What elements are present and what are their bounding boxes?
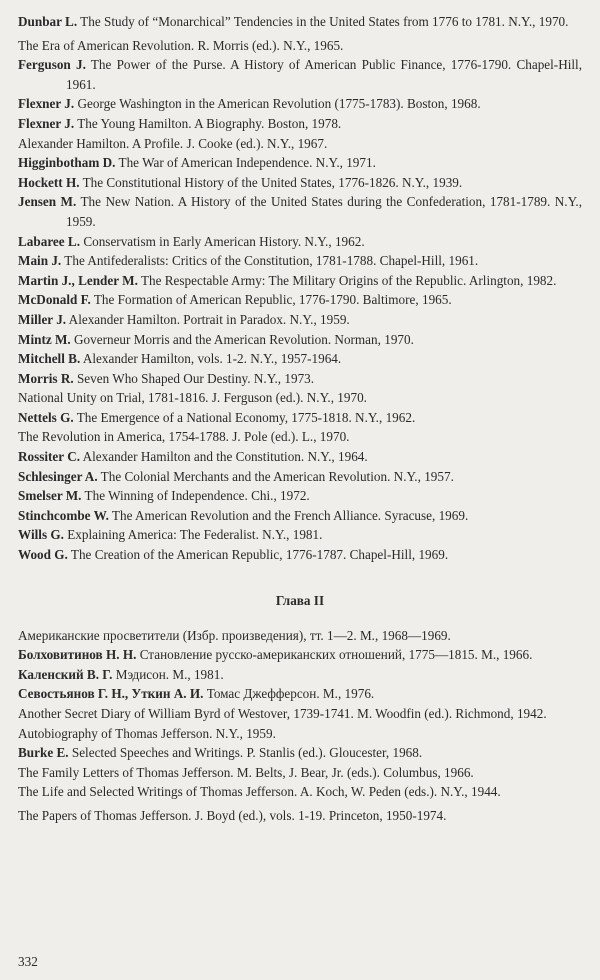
entry-author: Wills G.	[18, 527, 64, 543]
bibliography-entry	[18, 153, 582, 173]
bibliography-entry	[18, 173, 582, 193]
bibliography-entry	[18, 330, 582, 350]
bibliography-entry	[18, 290, 582, 310]
entry-text: The Respectable Army: The Military Origins of the Republic. Arlington, 1982.	[137, 272, 557, 288]
entry-author: Smelser M.	[18, 488, 82, 504]
entry-text: The Formation of American Republic, 1776-1790. Baltimore, 1965.	[90, 292, 452, 308]
entry-text: Американские просветители (Избр. произведения), тт. 1—2. М., 1968—1969.	[18, 627, 451, 643]
entry-author: Ferguson J.	[18, 57, 86, 73]
bibliography-entry	[18, 806, 582, 826]
entry-text: Alexander Hamilton, vols. 1-2. N.Y., 1957-1964.	[80, 351, 342, 367]
entry-text: The Winning of Independence. Chi., 1972.	[81, 488, 310, 504]
entry-text: Seven Who Shaped Our Destiny. N.Y., 1973.	[73, 370, 315, 386]
bibliography-entry	[18, 427, 582, 447]
entry-text: The Colonial Merchants and the American Revolution. N.Y., 1957.	[97, 468, 454, 484]
bibliography-section-chapter-2	[18, 626, 582, 826]
entry-author: Labaree L.	[18, 233, 81, 249]
entry-text: The New Nation. A History of the United States during the Confederation, 1781-1789. N.Y., 1959.	[66, 194, 582, 229]
bibliography-entry	[18, 408, 582, 428]
entry-text: National Unity on Trial, 1781-1816. J. Ferguson (ed.). N.Y., 1970.	[18, 390, 367, 406]
entry-text: The War of American Independence. N.Y., 1971.	[115, 155, 376, 171]
entry-text: The Young Hamilton. A Biography. Boston, 1978.	[74, 115, 342, 131]
entry-text: The Revolution in America, 1754-1788. J. Pole (ed.). L., 1970.	[18, 429, 350, 445]
bibliography-entry	[18, 684, 582, 704]
bibliography-entry	[18, 724, 582, 744]
chapter-heading: Глава II	[275, 592, 325, 608]
entry-text: The American Revolution and the French Alliance. Syracuse, 1969.	[108, 507, 469, 523]
entry-text: Conservatism in Early American History. N.Y., 1962.	[80, 233, 365, 249]
bibliography-entry	[18, 447, 582, 467]
entry-text: Мэдисон. М., 1981.	[112, 666, 224, 682]
entry-text: Становление русско-американских отношений, 1775—1815. М., 1966.	[136, 647, 533, 663]
bibliography-entry	[18, 251, 582, 271]
entry-text: The Study of “Monarchical” Tendencies in the United States from 1776 to 1781. N.Y., 1970.	[77, 14, 569, 29]
bibliography-entry	[18, 55, 582, 94]
entry-text: The Papers of Thomas Jefferson. J. Boyd (ed.), vols. 1-19. Princeton, 1950-1974.	[18, 807, 447, 823]
bibliography-entry	[18, 310, 582, 330]
entry-text: The Family Letters of Thomas Jefferson. M. Belts, J. Bear, Jr. (eds.). Columbus, 1966.	[18, 764, 474, 780]
entry-text: Alexander Hamilton. Portrait in Paradox. N.Y., 1959.	[66, 311, 350, 327]
entry-text: The Emergence of a National Economy, 1775-1818. N.Y., 1962.	[73, 409, 416, 425]
entry-author: Nettels G.	[18, 409, 74, 425]
bibliography-entry	[18, 506, 582, 526]
bibliography-entry	[18, 743, 582, 763]
bibliography-entry	[18, 763, 582, 783]
entry-text: The Power of the Purse. A History of American Public Finance, 1776-1790. Chapel-Hill, 1961.	[66, 57, 583, 92]
bibliography-entry	[18, 134, 582, 154]
bibliography-entry	[18, 94, 582, 114]
bibliography-entry	[18, 704, 582, 724]
entry-text: Selected Speeches and Writings. P. Stanlis (ed.). Gloucester, 1968.	[68, 745, 423, 761]
entry-text: The Life and Selected Writings of Thomas Jefferson. A. Koch, W. Peden (eds.). N.Y., 1944.	[18, 784, 501, 800]
entry-author: Burke E.	[18, 745, 69, 761]
entry-author: Schlesinger A.	[18, 468, 98, 484]
entry-author: Rossiter C.	[18, 449, 81, 465]
entry-author: Севостьянов Г. Н., Уткин А. И.	[18, 686, 204, 702]
bibliography-entry	[18, 388, 582, 408]
page-number: 332	[18, 954, 38, 969]
entry-text: Томас Джефферсон. М., 1976.	[203, 686, 375, 702]
bibliography-entry	[18, 782, 582, 802]
entry-text: The Era of American Revolution. R. Morris (ed.). N.Y., 1965.	[18, 37, 344, 53]
entry-author: Jensen M.	[18, 194, 77, 210]
bibliography-entry	[18, 645, 582, 665]
entry-author: Flexner J.	[18, 115, 75, 131]
entry-author: Wood G.	[18, 547, 68, 563]
bibliography-entry	[18, 271, 582, 291]
entry-author: Flexner J.	[18, 96, 75, 112]
entry-author: Morris R.	[18, 370, 74, 386]
entry-author: Каленский В. Г.	[18, 666, 113, 682]
entry-text: Another Secret Diary of William Byrd of Westover, 1739-1741. M. Woodfin (ed.). Richmond, 1942.	[18, 706, 547, 721]
entry-author: Mintz M.	[18, 331, 71, 347]
entry-author: Hockett H.	[18, 174, 80, 190]
bibliography-entry	[18, 36, 582, 56]
entry-author: Main J.	[18, 253, 62, 269]
entry-text: Autobiography of Thomas Jefferson. N.Y., 1959.	[18, 725, 276, 741]
bibliography-entry	[18, 665, 582, 685]
entry-text: The Constitutional History of the United States, 1776-1826. N.Y., 1939.	[79, 174, 463, 190]
entry-text: Governeur Morris and the American Revolution. Norman, 1970.	[70, 331, 414, 347]
bibliography-section-chapter-1	[18, 12, 582, 565]
entry-author: Болховитинов Н. Н.	[18, 647, 137, 663]
entry-author: Stinchcombe W.	[18, 507, 109, 523]
entry-text: Alexander Hamilton and the Constitution. N.Y., 1964.	[80, 449, 368, 465]
bibliography-entry	[18, 12, 582, 32]
entry-author: Higginbotham D.	[18, 155, 116, 171]
bibliography-entry	[18, 467, 582, 487]
entry-author: Dunbar L.	[18, 14, 78, 29]
entry-text: Explaining America: The Federalist. N.Y., 1981.	[63, 527, 323, 543]
entry-author: Miller J.	[18, 311, 67, 327]
bibliography-entry	[18, 369, 582, 389]
entry-text: The Creation of the American Republic, 1776-1787. Chapel-Hill, 1969.	[67, 547, 449, 563]
entry-text: George Washington in the American Revolution (1775-1783). Boston, 1968.	[74, 96, 481, 112]
bibliography-entry	[18, 114, 582, 134]
bibliography-entry	[18, 232, 582, 252]
bibliography-entry	[18, 545, 582, 565]
bibliography-entry	[18, 192, 582, 231]
entry-author: McDonald F.	[18, 292, 91, 308]
entry-author: Mitchell B.	[18, 351, 81, 367]
bibliography-entry	[18, 349, 582, 369]
entry-author: Martin J., Lender M.	[18, 272, 138, 288]
entry-text: Alexander Hamilton. A Profile. J. Cooke (ed.). N.Y., 1967.	[18, 135, 328, 151]
bibliography-entry	[18, 486, 582, 506]
bibliography-entry	[18, 626, 582, 646]
bibliography-entry	[18, 525, 582, 545]
entry-text: The Antifederalists: Critics of the Constitution, 1781-1788. Chapel-Hill, 1961.	[61, 253, 479, 269]
